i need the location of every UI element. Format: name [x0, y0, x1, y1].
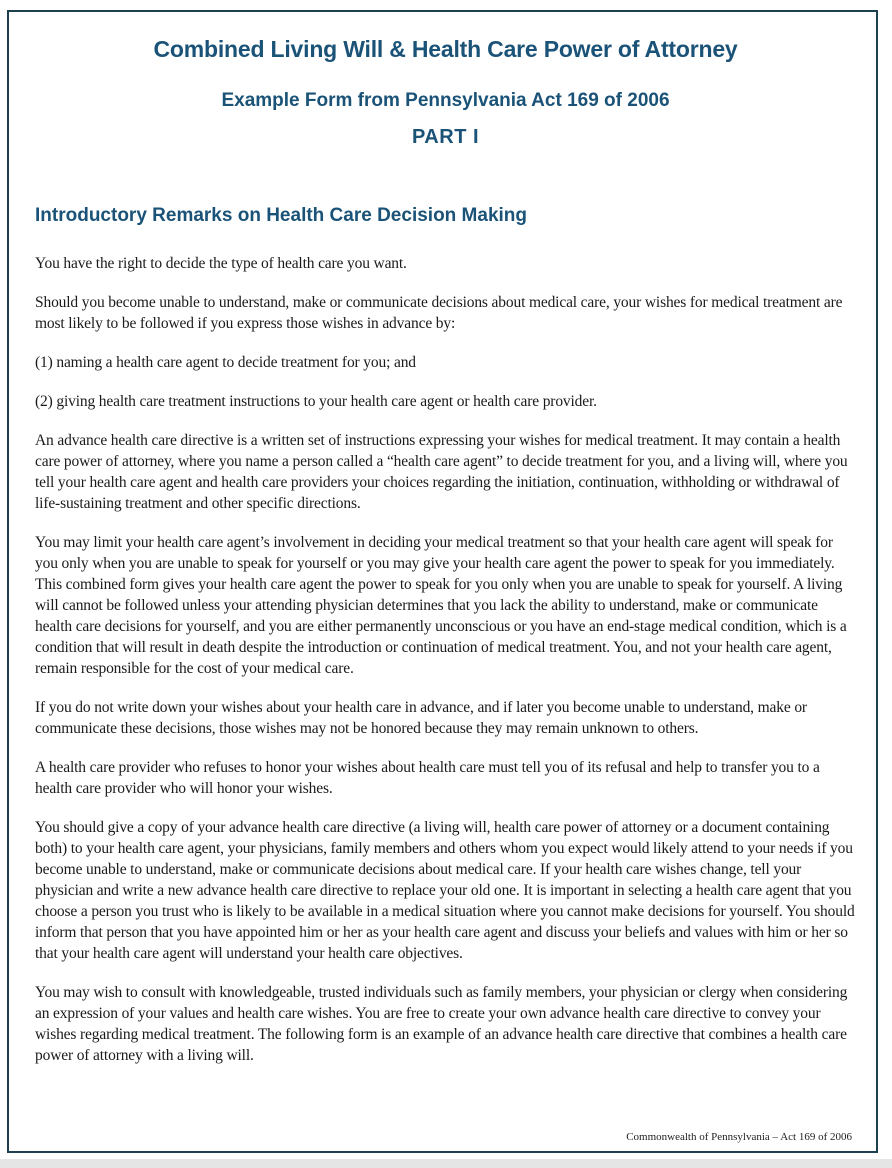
part-heading: PART I: [411, 126, 480, 148]
paragraph: (1) naming a health care agent to decide treatment for you; and: [35, 354, 416, 371]
paragraph: You may limit your health care agent’s involvement in deciding your medical treatment so that your health care agent will speak for you only when you are unable to speak for yourself or you may give your health care agent the power to speak for you immediately. This combined form gives your health care agent the power to speak for you only when you are unable to speak for yourself. A living will cannot be followed unless your attending physician determines that you lack the ability to understand, make or communicate health care decisions for yourself, and you are either permanently unconscious or you have an end-stage medical condition, which is a condition that will result in death despite the introduction or continuation of medical treatment. You, and not your health care agent, remain responsible for the cost of your medical care.: [35, 534, 847, 677]
viewer-bottom-edge: [0, 1159, 892, 1168]
paragraph: (2) giving health care treatment instructions to your health care agent or health care provider.: [35, 393, 597, 410]
document-body: [35, 253, 856, 1066]
page-title: Combined Living Will & Health Care Power of Attorney: [153, 36, 738, 62]
paragraph: A health care provider who refuses to honor your wishes about health care must tell you of its refusal and help to transfer you to a health care provider who will honor your wishes.: [35, 759, 820, 797]
paragraph: You may wish to consult with knowledgeable, trusted individuals such as family members, your physician or clergy when considering an expression of your values and health care wishes. You are free to create your own advance health care directive to convey your wishes regarding medical treatment. The following form is an example of an advance health care directive that combines a health care power of attorney with a living will.: [35, 984, 848, 1064]
paragraph: An advance health care directive is a written set of instructions expressing your wishes for medical treatment. It may contain a health care power of attorney, where you name a person called a “health care agent” to decide treatment for you, and a living will, where you tell your health care agent and health care providers your choices regarding the initiation, continuation, withholding or withdrawal of life-sustaining treatment and other specific directions.: [35, 432, 848, 512]
page-subtitle: Example Form from Pennsylvania Act 169 of 2006: [221, 90, 670, 111]
document-page: [7, 10, 878, 1153]
section-heading: Introductory Remarks on Health Care Decision Making: [35, 205, 528, 226]
paragraph: You have the right to decide the type of health care you want.: [35, 255, 407, 272]
paragraph: Should you become unable to understand, make or communicate decisions about medical care, your wishes for medical treatment are most likely to be followed if you express those wishes in advance by:: [35, 294, 843, 332]
paragraph: If you do not write down your wishes about your health care in advance, and if later you become unable to understand, make or communicate these decisions, those wishes may not be honored because they may remain unknown to others.: [35, 699, 807, 737]
footer-note: Commonwealth of Pennsylvania – Act 169 of 2006: [626, 1131, 852, 1143]
paragraph: You should give a copy of your advance health care directive (a living will, health care power of attorney or a document containing both) to your health care agent, your physicians, family members and others whom you expect would likely attend to your needs if you become unable to understand, make or communicate decisions about medical care. If your health care wishes change, tell your physician and write a new advance health care directive to replace your old one. It is important in selecting a health care agent that you choose a person you trust who is likely to be available in a medical situation where you cannot make decisions for yourself. You should inform that person that you have appointed him or her as your health care agent and discuss your beliefs and values with him or her so that your health care agent will understand your health care objectives.: [35, 819, 855, 962]
